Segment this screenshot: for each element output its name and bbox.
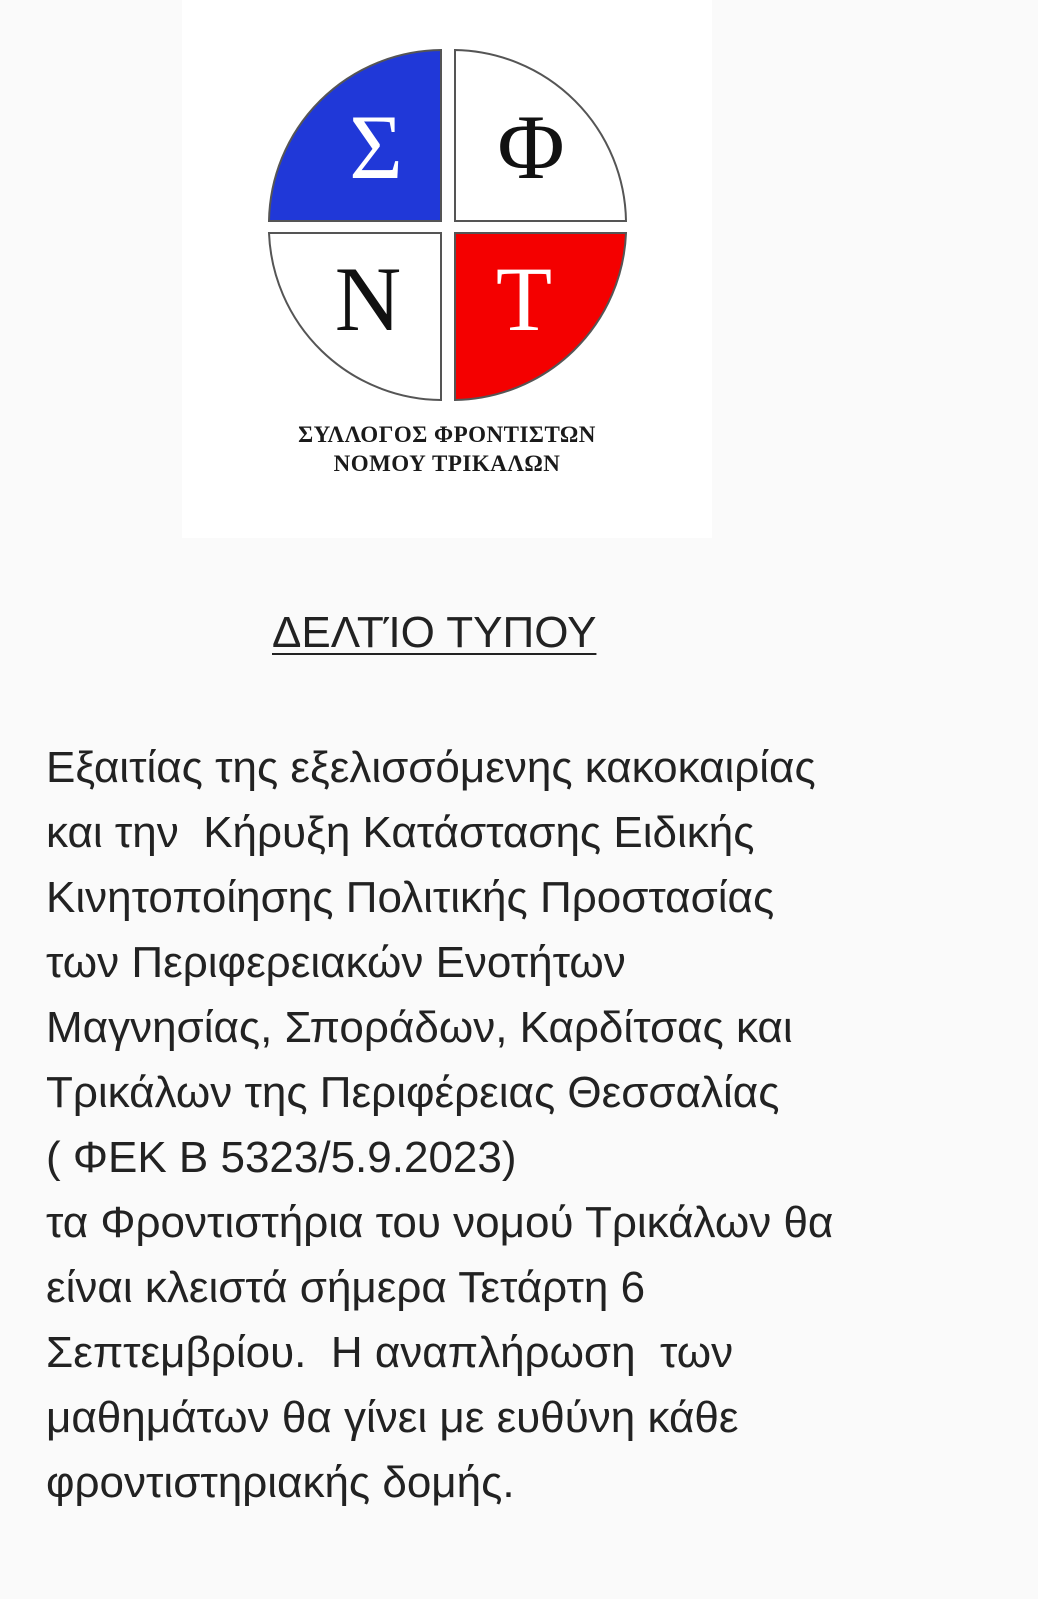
logo-caption-line2: ΝΟΜΟΥ ΤΡΙΚΑΛΩΝ	[333, 451, 561, 476]
body-line: Σεπτεμβρίου. Η αναπλήρωση των	[46, 1328, 734, 1377]
body-line: μαθημάτων θα γίνει με ευθύνη κάθε	[46, 1393, 739, 1442]
body-line: Τρικάλων της Περιφέρειας Θεσσαλίας	[46, 1068, 780, 1117]
logo	[182, 0, 712, 538]
logo-caption-line1: ΣΥΛΛΟΓΟΣ ΦΡΟΝΤΙΣΤΩΝ	[298, 422, 596, 447]
logo-caption	[182, 420, 712, 478]
press-release-body	[46, 735, 1006, 1515]
logo-letter-phi: Φ	[497, 96, 565, 198]
body-line: των Περιφερειακών Ενοτήτων	[46, 938, 626, 987]
logo-letter-nu: Ν	[334, 248, 402, 350]
body-line: ( ΦΕΚ Β 5323/5.9.2023)	[46, 1133, 517, 1182]
body-line: Κινητοποίησης Πολιτικής Προστασίας	[46, 873, 775, 922]
body-line: φροντιστηριακής δομής.	[46, 1458, 515, 1507]
body-line: είναι κλειστά σήμερα Τετάρτη 6	[46, 1263, 646, 1312]
body-line: και την Κήρυξη Κατάστασης Ειδικής	[46, 808, 755, 857]
body-line: Εξαιτίας της εξελισσόμενης κακοκαιρίας	[46, 743, 816, 792]
logo-letter-sigma: Σ	[349, 96, 403, 198]
logo-emblem	[266, 48, 628, 402]
body-line: Μαγνησίας, Σποράδων, Καρδίτσας και	[46, 1003, 793, 1052]
page-title: ΔΕΛΤΊΟ ΤΥΠΟΥ	[272, 608, 597, 657]
logo-letter-tau: Τ	[495, 248, 553, 350]
body-line: τα Φροντιστήρια του νομού Τρικάλων θα	[46, 1198, 834, 1247]
